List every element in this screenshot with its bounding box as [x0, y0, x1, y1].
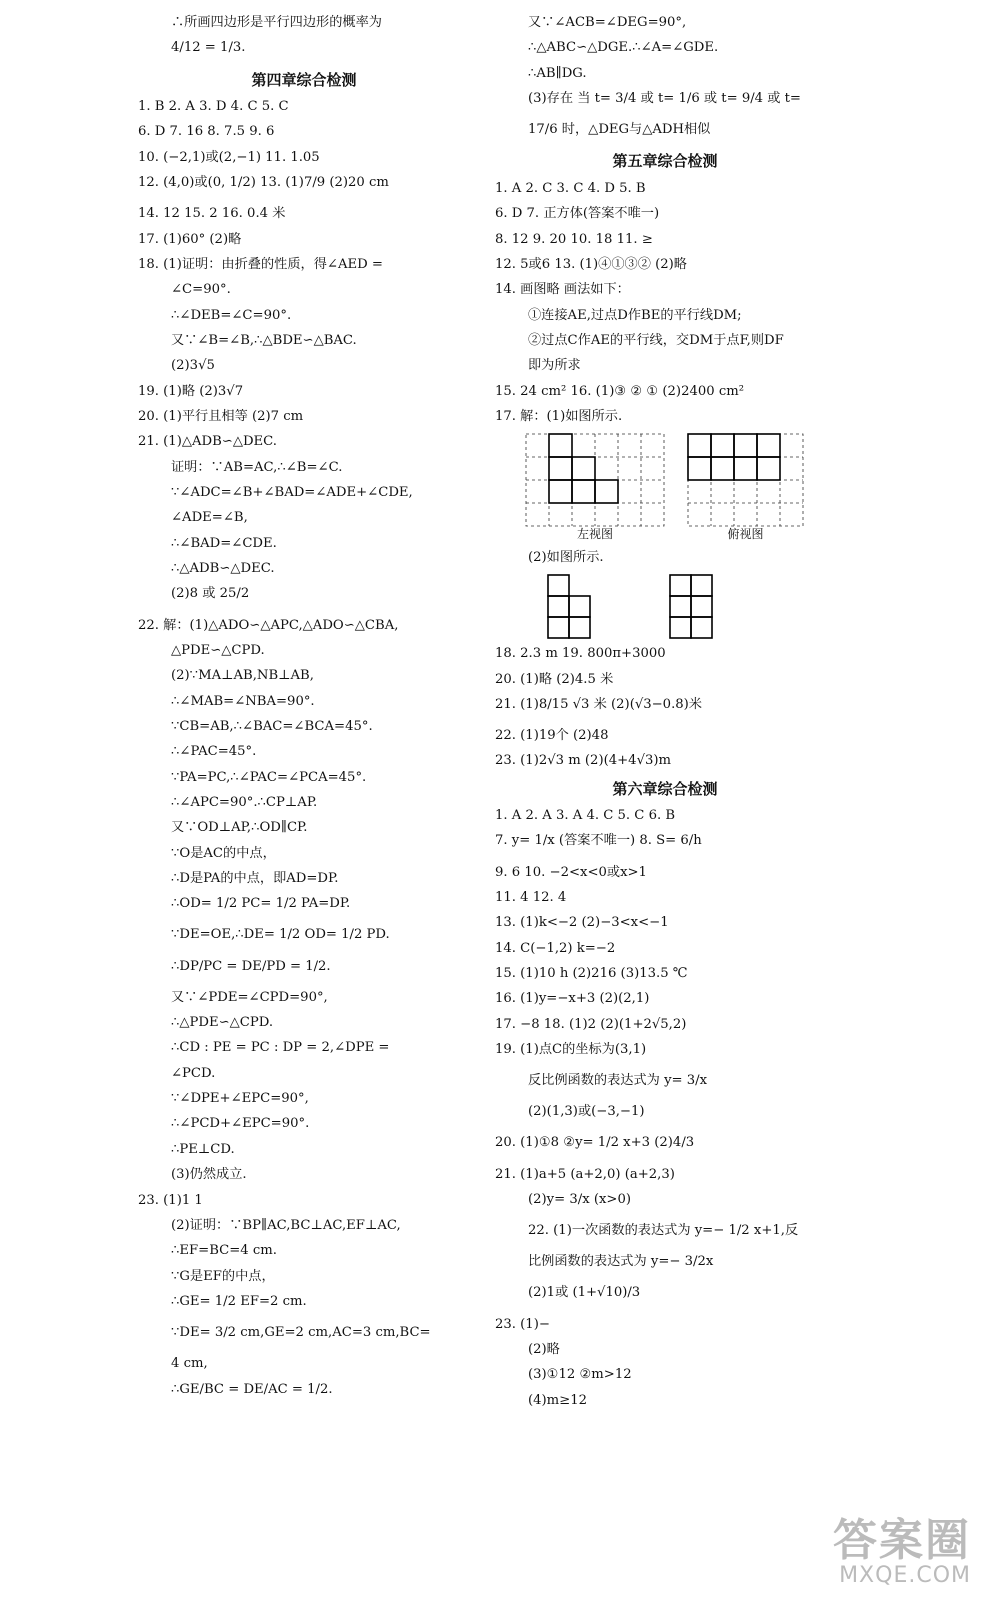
answer-line: 10. (−2,1)或(2,−1) 11. 1.05	[138, 149, 320, 165]
answer-line: (2)∵MA⊥AB,NB⊥AB,	[171, 668, 314, 684]
answer-line: 12. (4,0)或(0, 1/2) 13. (1)7/9 (2)20 cm	[138, 175, 389, 191]
answer-line: 17. 解：(1)如图所示.	[495, 408, 623, 424]
answer-line: 1. A 2. A 3. A 4. C 5. C 6. B	[495, 808, 676, 824]
answer-line: 4/12 = 1/3.	[171, 40, 246, 56]
left-view-label: 左视图	[576, 527, 613, 542]
answer-line: 9. 6 10. −2<x<0或x>1	[495, 864, 647, 880]
answer-line: 又∵∠PDE=∠CPD=90°,	[171, 989, 328, 1005]
answer-line: 19. (1)略 (2)3√7	[138, 383, 244, 399]
answer-line: (2)证明：∵BP∥AC,BC⊥AC,EF⊥AC,	[171, 1217, 401, 1233]
answer-line: 20. (1)略 (2)4.5 米	[495, 671, 614, 687]
answer-line: 11. 4 12. 4	[495, 889, 567, 905]
answer-line: 19. (1)点C的坐标为(3,1)	[495, 1041, 647, 1057]
answer-line: ∴△PDE∽△CPD.	[171, 1015, 274, 1031]
right-column	[495, 14, 835, 1417]
answer-line: 7. y= 1/x (答案不唯一) 8. S= 6/h	[495, 833, 702, 849]
answer-line: 14. 画图略 画法如下：	[495, 282, 630, 298]
left-view-figure	[525, 433, 665, 543]
answer-line: ∴∠DEB=∠C=90°.	[171, 307, 292, 323]
answer-line: 6. D 7. 16 8. 7.5 9. 6	[138, 124, 275, 140]
watermark	[833, 1515, 971, 1588]
answer-line: ②过点C作AE的平行线，交DM于点F,则DF	[528, 332, 784, 348]
top-view-figure	[687, 433, 804, 543]
answer-line: 6. D 7. 正方体(答案不唯一)	[495, 206, 660, 222]
answer-line: (2)1或 (1+√10)/3	[528, 1285, 641, 1301]
answer-line: (2)略	[528, 1341, 560, 1357]
answer-line: 23. (1)1 1	[138, 1192, 203, 1208]
answer-line: ∵O是AC的中点，	[171, 845, 276, 861]
answer-line: 1. B 2. A 3. D 4. C 5. C	[138, 99, 289, 114]
answer-line: ∴所画四边形是平行四边形的概率为	[171, 15, 382, 30]
chapter-heading: 第五章综合检测	[612, 152, 718, 171]
watermark-url: MXQE.COM	[839, 1563, 971, 1588]
answer-line: ∴∠PCD+∠EPC=90°.	[171, 1116, 310, 1132]
answer-line: (2)y= 3/x (x>0)	[528, 1191, 632, 1207]
answer-line: (2)(1,3)或(−3,−1)	[528, 1104, 645, 1120]
answer-line: ∵DE=OE,∴DE= 1/2 OD= 1/2 PD.	[171, 927, 390, 943]
solid-figures	[495, 574, 835, 639]
answer-line: ∴△ADB∽△DEC.	[171, 561, 275, 576]
answer-line: 21. (1)8/15 √3 米 (2)(√3−0.8)米	[495, 696, 702, 712]
answer-line: ∵CB=AB,∴∠BAC=∠BCA=45°.	[171, 718, 373, 734]
watermark-logo: 答案圈	[833, 1515, 971, 1566]
answer-line: ∴△ABC∽△DGE.∴∠A=∠GDE.	[528, 40, 719, 56]
answer-line: 4 cm,	[171, 1356, 208, 1372]
answer-line: 18. (1)证明：由折叠的性质，得∠AED =	[138, 256, 383, 272]
answer-line: 17/6 时，△DEG与△ADH相似	[528, 122, 711, 138]
answer-line: 17. (1)60° (2)略	[138, 231, 242, 247]
answer-line: (2)8 或 25/2	[171, 586, 250, 602]
answer-line: 21. (1)a+5 (a+2,0) (a+2,3)	[495, 1166, 675, 1182]
solid-figure-2	[669, 574, 713, 639]
answer-line: ∠PCD.	[171, 1065, 216, 1081]
left-column	[138, 14, 470, 1406]
answer-line: 又∵OD⊥AP,∴OD∥CP.	[171, 820, 308, 836]
answer-line: 14. 12 15. 2 16. 0.4 米	[138, 206, 286, 222]
answer-line: ∴∠APC=90°.∴CP⊥AP.	[171, 794, 318, 810]
answer-line: 又∵∠ACB=∠DEG=90°,	[528, 15, 687, 30]
answer-line: 8. 12 9. 20 10. 18 11. ≥	[495, 231, 653, 247]
answer-line: ∴AB∥DG.	[528, 65, 587, 81]
answer-line: 12. 5或6 13. (1)④①③② (2)略	[495, 256, 687, 272]
answer-line: (3)①12 ②m>12	[528, 1367, 632, 1383]
answer-line: ∠ADE=∠B,	[171, 510, 248, 526]
answer-line: ∴DP/PC = DE/PD = 1/2.	[171, 958, 331, 974]
answer-line: ∴EF=BC=4 cm.	[171, 1243, 277, 1259]
answer-line: 18. 2.3 m 19. 800π+3000	[495, 646, 666, 662]
answer-line: (3)存在 当 t= 3/4 或 t= 1/6 或 t= 9/4 或 t=	[528, 91, 801, 107]
chapter-heading: 第六章综合检测	[612, 779, 718, 798]
answer-line: 比例函数的表达式为 y=− 3/2x	[528, 1254, 714, 1270]
answer-line: (3)仍然成立.	[171, 1167, 247, 1183]
answer-line: 22. (1)19个 (2)48	[495, 728, 609, 744]
answer-line: (2)如图所示.	[528, 549, 604, 565]
answer-line: 23. (1)−	[495, 1316, 550, 1332]
answer-line: ∵DE= 3/2 cm,GE=2 cm,AC=3 cm,BC=	[171, 1325, 431, 1341]
chapter-heading: 第四章综合检测	[251, 70, 357, 89]
answer-line: 证明：∵AB=AC,∴∠B=∠C.	[171, 459, 343, 475]
answer-line: 22. (1)一次函数的表达式为 y=− 1/2 x+1,反	[528, 1223, 799, 1239]
answer-line: ∴D是PA的中点，即AD=DP.	[171, 870, 339, 886]
solid-figure-1	[547, 574, 591, 639]
answer-line: ∵PA=PC,∴∠PAC=∠PCA=45°.	[171, 769, 367, 785]
answer-line: 23. (1)2√3 m (2)(4+4√3)m	[495, 753, 672, 769]
answer-line: 14. C(−1,2) k=−2	[495, 940, 616, 956]
answer-line: (4)m≥12	[528, 1392, 588, 1408]
answer-line: ∴CD : PE = PC : DP = 2,∠DPE =	[171, 1040, 390, 1056]
answer-line: ∴∠PAC=45°.	[171, 744, 257, 760]
answer-line: 17. −8 18. (1)2 (2)(1+2√5,2)	[495, 1016, 687, 1032]
answer-line: △PDE∽△CPD.	[171, 642, 265, 658]
answer-line: ①连接AE,过点D作BE的平行线DM;	[528, 307, 742, 323]
answer-line: 22. 解：(1)△ADO∽△APC,△ADO∽△CBA,	[138, 617, 399, 633]
answer-line: ∴∠BAD=∠CDE.	[171, 535, 277, 551]
answer-line: ∴GE/BC = DE/AC = 1/2.	[171, 1381, 333, 1397]
answer-line: 又∵∠B=∠B,∴△BDE∽△BAC.	[171, 332, 357, 348]
answer-line: 1. A 2. C 3. C 4. D 5. B	[495, 180, 646, 196]
answer-line: 20. (1)平行且相等 (2)7 cm	[138, 408, 304, 424]
answer-line: ∵G是EF的中点，	[171, 1268, 275, 1284]
answer-line: 20. (1)①8 ②y= 1/2 x+3 (2)4/3	[495, 1135, 695, 1151]
answer-line: 即为所求	[528, 358, 581, 374]
answer-line: ∵∠DPE+∠EPC=90°,	[171, 1091, 309, 1107]
answer-line: 13. (1)k<−2 (2)−3<x<−1	[495, 915, 669, 931]
answer-line: 反比例函数的表达式为 y= 3/x	[528, 1073, 708, 1089]
top-view-label: 俯视图	[727, 527, 764, 542]
answer-line: ∴∠MAB=∠NBA=90°.	[171, 693, 315, 709]
answer-line: 15. 24 cm² 16. (1)③ ② ① (2)2400 cm²	[495, 383, 745, 399]
answer-line: 16. (1)y=−x+3 (2)(2,1)	[495, 991, 650, 1007]
answer-line: ∴OD= 1/2 PC= 1/2 PA=DP.	[171, 896, 351, 912]
three-view-figures	[495, 433, 835, 543]
answer-line: ∵∠ADC=∠B+∠BAD=∠ADE+∠CDE,	[171, 484, 413, 500]
answer-line: ∴PE⊥CD.	[171, 1141, 235, 1157]
answer-line: ∠C=90°.	[171, 282, 231, 298]
answer-line: ∴GE= 1/2 EF=2 cm.	[171, 1293, 307, 1309]
answer-line: (2)3√5	[171, 358, 215, 374]
answer-line: 21. (1)△ADB∽△DEC.	[138, 434, 277, 450]
answer-line: 15. (1)10 h (2)216 (3)13.5 ℃	[495, 965, 688, 981]
